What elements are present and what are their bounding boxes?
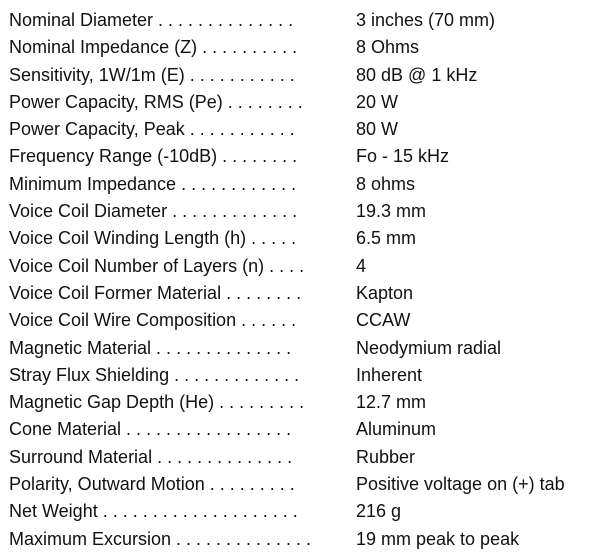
spec-value: 19 mm peak to peak — [356, 528, 520, 549]
spec-label: Cone Material . . . . . . . . . . . . . . . . . — [9, 419, 292, 440]
spec-row — [9, 7, 594, 34]
spec-row — [9, 280, 594, 307]
spec-value: 80 W — [356, 119, 399, 140]
spec-value: Aluminum — [356, 419, 437, 440]
spec-value: 8 Ohms — [356, 37, 420, 58]
spec-row — [9, 389, 594, 416]
spec-label: Voice Coil Diameter . . . . . . . . . . . . . — [9, 201, 298, 222]
spec-label: Voice Coil Winding Length (h) . . . . . — [9, 228, 297, 249]
spec-row — [9, 116, 594, 143]
spec-value: Fo - 15 kHz — [356, 146, 450, 167]
spec-value: 8 ohms — [356, 173, 416, 194]
spec-label: Nominal Diameter . . . . . . . . . . . . . . — [9, 10, 294, 30]
spec-label: Voice Coil Number of Layers (n) . . . . — [9, 255, 305, 276]
spec-row — [9, 307, 594, 334]
spec-value: Neodymium radial — [356, 337, 502, 358]
spec-label: Power Capacity, Peak . . . . . . . . . . . — [9, 119, 295, 140]
spec-value: 216 g — [356, 501, 402, 522]
spec-row — [9, 198, 594, 225]
spec-row — [9, 225, 594, 252]
spec-row — [9, 444, 594, 471]
spec-row — [9, 471, 594, 498]
spec-label: Minimum Impedance . . . . . . . . . . . . — [9, 173, 297, 194]
spec-row — [9, 526, 594, 553]
spec-value: 3 inches (70 mm) — [356, 10, 496, 30]
spec-label: Net Weight . . . . . . . . . . . . . . . . . . . . — [9, 501, 298, 522]
spec-label: Voice Coil Former Material . . . . . . . . — [9, 282, 302, 303]
spec-value: Inherent — [356, 364, 423, 385]
spec-label: Power Capacity, RMS (Pe) . . . . . . . . — [9, 91, 303, 112]
spec-row — [9, 34, 594, 61]
spec-label: Magnetic Material . . . . . . . . . . . . . . — [9, 337, 292, 358]
spec-label: Polarity, Outward Motion . . . . . . . . . — [9, 474, 295, 495]
spec-label: Stray Flux Shielding . . . . . . . . . . . . . — [9, 364, 300, 385]
spec-value: 12.7 mm — [356, 392, 427, 413]
spec-value: CCAW — [356, 310, 411, 331]
spec-value: Kapton — [356, 282, 414, 303]
spec-value: 19.3 mm — [356, 201, 427, 222]
spec-row — [9, 143, 594, 170]
spec-label: Magnetic Gap Depth (He) . . . . . . . . . — [9, 392, 305, 413]
spec-value: Positive voltage on (+) tab — [356, 474, 565, 495]
spec-table — [9, 7, 594, 553]
spec-row — [9, 171, 594, 198]
spec-label: Surround Material . . . . . . . . . . . . . . — [9, 446, 293, 467]
spec-row — [9, 416, 594, 443]
spec-row — [9, 498, 594, 525]
spec-row — [9, 89, 594, 116]
spec-label: Frequency Range (-10dB) . . . . . . . . — [9, 146, 298, 167]
spec-row — [9, 335, 594, 362]
spec-label: Voice Coil Wire Composition . . . . . . — [9, 310, 297, 331]
spec-row — [9, 62, 594, 89]
spec-label: Nominal Impedance (Z) . . . . . . . . . . — [9, 37, 298, 58]
spec-value: 6.5 mm — [356, 228, 417, 249]
spec-value: Rubber — [356, 446, 416, 467]
spec-row — [9, 362, 594, 389]
spec-row — [9, 253, 594, 280]
spec-value: 4 — [356, 255, 367, 276]
spec-value: 80 dB @ 1 kHz — [356, 64, 478, 85]
spec-value: 20 W — [356, 91, 399, 112]
spec-label: Maximum Excursion . . . . . . . . . . . . . . — [9, 528, 312, 549]
spec-label: Sensitivity, 1W/1m (E) . . . . . . . . . . . — [9, 64, 295, 85]
